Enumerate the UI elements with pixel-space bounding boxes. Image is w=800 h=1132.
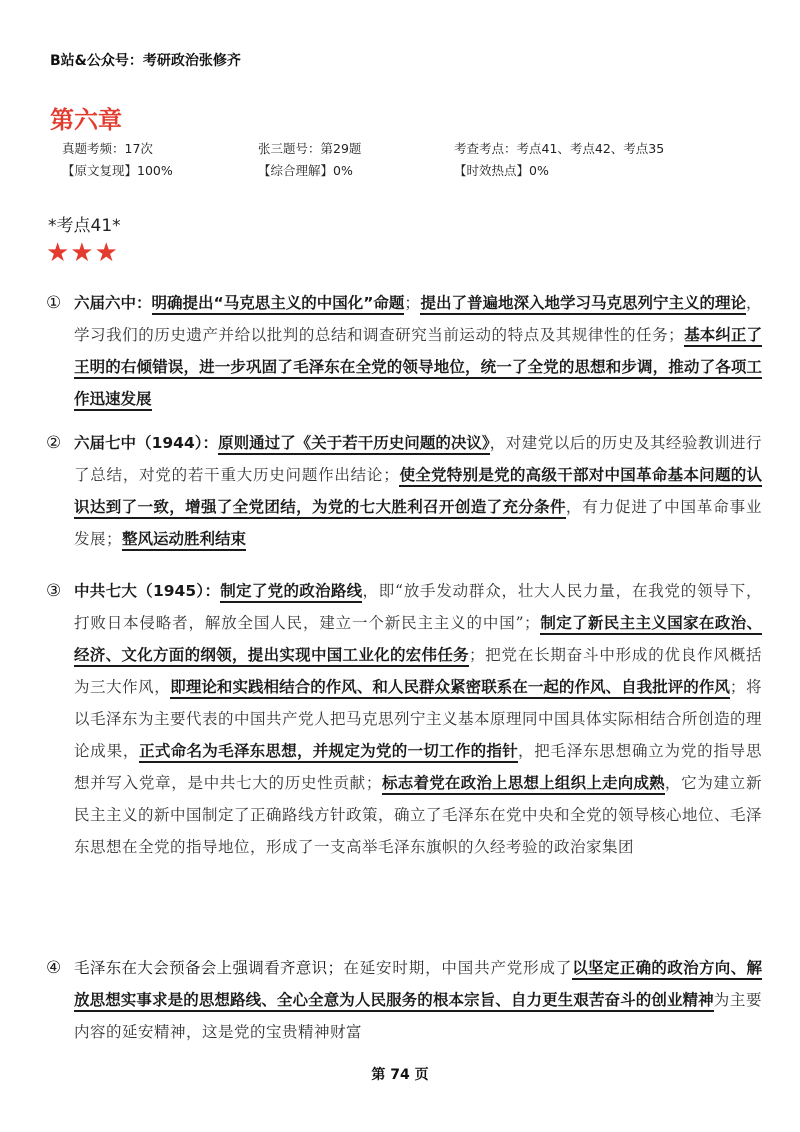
body-text: 为主要内容的延安精神，这是党的宝贵精神财富 (74, 991, 762, 1041)
key-point-underlined: 提出了普遍地深入地学习马克思列宁主义的理论 (420, 294, 746, 315)
meta-row-frequency (62, 138, 762, 160)
point-item-2 (46, 427, 762, 555)
point-item-1 (46, 287, 762, 415)
key-point-underlined: 制定了新民主主义国家在政治、经济、文化方面的纲领，提出实现中国工业化的宏伟任务 (74, 614, 762, 667)
meta-question-number: 张三题号：第29题 (258, 141, 362, 156)
point-item-3 (46, 575, 762, 863)
item-number: ① (46, 293, 62, 313)
body-text: ； (404, 294, 421, 312)
page-number: 第 74 页 (371, 1067, 429, 1083)
body-text: 在延安时期，中国共产党形成了 (343, 959, 573, 977)
item-number: ② (46, 433, 62, 453)
item-heading: 六届七中（1944）： (74, 434, 219, 452)
item-heading: 中共七大（1945）： (74, 582, 221, 600)
page-header: B站&公众号：考研政治张修齐 (50, 53, 241, 69)
key-point-underlined: 即理论和实践相结合的作风、和人民群众紧密联系在一起的作风、自我批评的作风 (170, 678, 730, 699)
key-point-underlined: 以坚定正确的政治方向、解放思想实事求是的思想路线、全心全意为人民服务的根本宗旨、自力更生艰苦奋斗的创业精神 (74, 959, 762, 1012)
key-point-underlined: 正式命名为毛泽东思想，并规定为党的一切工作的指针 (139, 742, 518, 763)
kaodian-label: *考点41* (48, 216, 121, 236)
item-heading: 六届六中： (74, 294, 152, 312)
meta-hotspot-ratio: 【时效热点】0% (454, 163, 549, 178)
key-point-underlined: 使全党特别是党的高级干部对中国革命基本问题的认识达到了一致，增强了全党团结，为党的七大胜利召开创造了充分条件 (74, 466, 762, 519)
body-text: ，对建党以后的历史及其经验教训进行了总结，对党的若干重大历史问题作出结论； (74, 434, 762, 484)
body-text: ，把毛泽东思想确立为党的指导思想并写入党章，是中共七大的历史性贡献； (74, 742, 762, 792)
item-body (74, 952, 762, 1048)
exam-meta (62, 138, 762, 182)
key-point-underlined: 基本纠正了王明的右倾错误，进一步巩固了毛泽东在全党的领导地位，统一了全党的思想和步调，推动了各项工作迅速发展 (74, 326, 762, 411)
chapter-title: 第六章 (50, 106, 122, 134)
item-body (74, 287, 762, 415)
meta-topics: 考查考点：考点41、考点42、考点35 (454, 141, 665, 156)
item-body (74, 427, 762, 555)
body-text: ，有力促进了中国革命事业发展； (74, 498, 762, 548)
plain-text: 毛泽东在大会预备会上强调看齐意识； (74, 959, 344, 977)
key-point-underlined: 原则通过了《关于若干历史问题的决议》 (218, 434, 490, 455)
item-body (74, 575, 762, 863)
meta-row-ratios (62, 160, 762, 182)
item-number: ③ (46, 581, 62, 601)
item-number: ④ (46, 958, 62, 978)
key-point-underlined: 整风运动胜利结束 (122, 530, 246, 551)
meta-original-ratio: 【原文复现】100% (62, 163, 173, 178)
body-text: ，它为建立新民主主义的新中国制定了正确路线方针政策，确立了毛泽东在党中央和全党的领导核心地位、毛泽东思想在全党的指导地位，形成了一支高举毛泽东旗帜的久经考验的政治家集团 (74, 774, 763, 856)
body-text: ；把党在长期奋斗中形成的优良作风概括为三大作风， (74, 646, 762, 696)
body-text: ，即“放手发动群众，壮大人民力量，在我党的领导下，打败日本侵略者，解放全国人民，建立一个新民主主义的中国”； (74, 582, 762, 632)
meta-frequency: 真题考频：17次 (62, 141, 153, 156)
meta-comprehension-ratio: 【综合理解】0% (258, 163, 353, 178)
body-text: ；将以毛泽东为主要代表的中国共产党人把马克思列宁主义基本原理同中国具体实际相结合所创造的理论成果， (74, 678, 763, 760)
star-rating: ★★★ (46, 238, 119, 268)
point-item-4 (46, 952, 762, 1048)
key-point-underlined: 标志着党在政治上思想上组织上走向成熟 (382, 774, 665, 795)
key-point-underlined: 制定了党的政治路线 (220, 582, 362, 603)
body-text: ，学习我们的历史遗产并给以批判的总结和调查研究当前运动的特点及其规律性的任务； (74, 294, 762, 344)
key-point-underlined: 明确提出“马克思主义的中国化”命题 (152, 294, 405, 315)
